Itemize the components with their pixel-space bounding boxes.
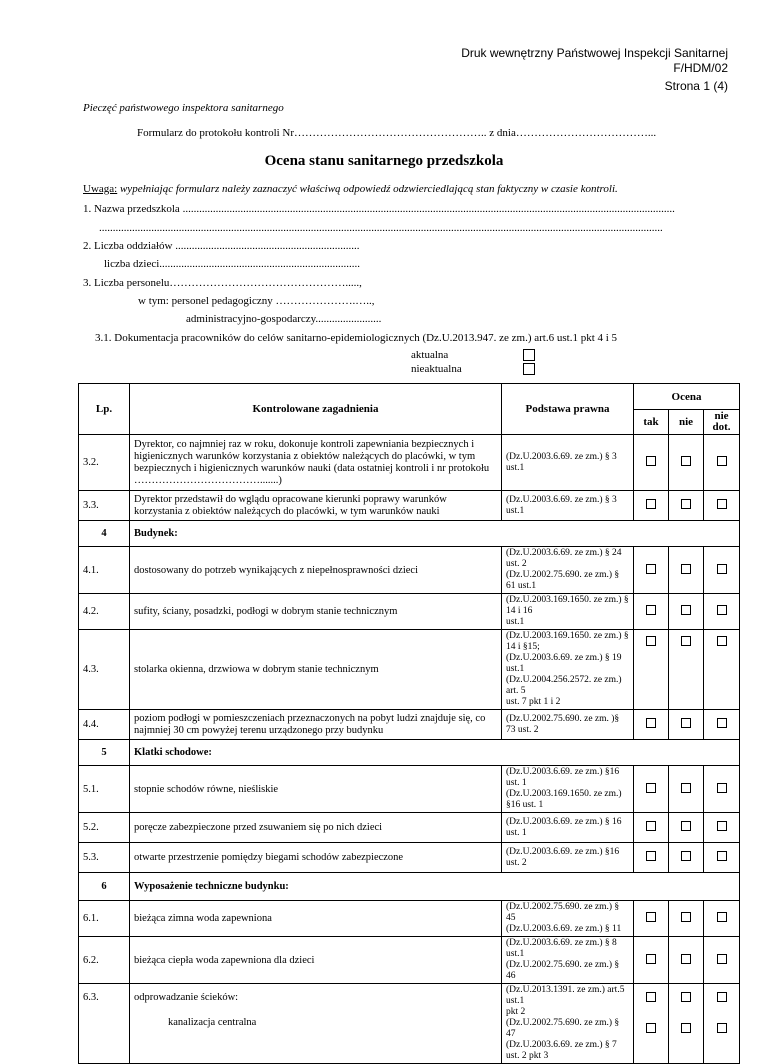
checkbox-nd[interactable] <box>717 783 727 793</box>
row-basis: (Dz.U.2003.6.69. ze zm.) §16 ust. 1 (Dz.U.2003.169.1650. ze zm.) §16 ust. 1 <box>502 766 634 813</box>
note-text: wypełniając formularz należy zaznaczyć właściwą odpowiedź odzwierciedlającą stan faktyczny w czasie kontroli. <box>117 183 618 195</box>
table-row <box>79 901 740 937</box>
section-lp: 6 <box>79 873 130 901</box>
checkbox-nd[interactable] <box>717 851 727 861</box>
checkbox-tak[interactable] <box>646 605 656 615</box>
row-lp: 6.2. <box>79 937 130 984</box>
row-basis: (Dz.U.2003.6.69. ze zm.) § 3 ust.1 <box>502 491 634 521</box>
checkbox-nd[interactable] <box>717 499 727 509</box>
row-lp: 3.2. <box>79 435 130 491</box>
row-lp: 6.3. <box>79 984 130 1064</box>
row-lp: 5.3. <box>79 843 130 873</box>
section-row <box>79 740 740 766</box>
section-row <box>79 521 740 547</box>
row-basis: (Dz.U.2003.6.69. ze zm.) § 3 ust.1 <box>502 435 634 491</box>
field-admin-staff[interactable]: administracyjno-gospodarczy........................ <box>186 313 382 325</box>
row-basis: (Dz.U.2002.75.690. ze zm. )§ 73 ust. 2 <box>502 710 634 740</box>
option-current-label: aktualna <box>411 349 449 361</box>
checkbox-tak[interactable] <box>646 636 656 646</box>
page-number: Strona 1 (4) <box>664 79 728 93</box>
col-nd-line2: dot. <box>712 421 731 433</box>
table-row <box>79 766 740 813</box>
row-topic: Dyrektor, co najmniej raz w roku, dokonuje kontroli zapewniania bezpiecznych i higienicznych warunków korzystania z obiektów należących do placówki, w tym bezpiecznych i higienicznych warunków nauki (data ostatniej kontroli i nr protokołu ……………………………….......) <box>130 435 502 491</box>
checkbox-nd[interactable] <box>717 605 727 615</box>
row-topic: poziom podłogi w pomieszczeniach przeznaczonych na pobyt ludzi znajduje się, co najmniej 30 cm powyżej terenu urządzonego przy budynku <box>130 710 502 740</box>
checkbox-tak[interactable] <box>646 783 656 793</box>
checkbox-tak[interactable] <box>646 564 656 574</box>
section-title: Klatki schodowe: <box>130 740 740 766</box>
col-nie: nie <box>669 410 704 435</box>
option-outdated-checkbox[interactable] <box>523 363 535 375</box>
checkbox-tak[interactable] <box>646 456 656 466</box>
checkbox-tak[interactable] <box>646 912 656 922</box>
note <box>83 183 753 195</box>
option-current-checkbox[interactable] <box>523 349 535 361</box>
page-title: Ocena stanu sanitarnego przedszkola <box>264 153 504 169</box>
section-lp: 4 <box>79 521 130 547</box>
field-children-count[interactable]: liczba dzieci......................................................................... <box>104 258 361 270</box>
checkbox-nd[interactable] <box>717 456 727 466</box>
row-topic-main: odprowadzanie ścieków: <box>134 992 239 1003</box>
row-topic: stopnie schodów równe, nieśliskie <box>130 766 502 813</box>
field-staff-docs: 3.1. Dokumentacja pracowników do celów sanitarno-epidemiologicznych (Dz.U.2013.947. ze zm.) art.6 ust.1 pkt 4 i 5 <box>95 332 618 344</box>
field-units-count[interactable]: 2. Liczba oddziałów ................................................................... <box>83 240 360 252</box>
section-lp: 5 <box>79 740 130 766</box>
row-lp: 4.1. <box>79 547 130 594</box>
header-form-code: F/HDM/02 <box>673 61 728 75</box>
row-topic: sufity, ściany, posadzki, podłogi w dobrym stanie technicznym <box>130 594 502 630</box>
row-lp: 4.3. <box>79 630 130 710</box>
table-row <box>79 435 740 491</box>
field-teaching-staff[interactable]: w tym: personel pedagogiczny ………………….….., <box>138 295 375 307</box>
section-title: Budynek: <box>130 521 740 547</box>
row-lp: 6.1. <box>79 901 130 937</box>
col-not-applicable <box>704 410 740 435</box>
section-title: Wyposażenie techniczne budynku: <box>130 873 740 901</box>
table-row <box>79 630 740 710</box>
row-basis: (Dz.U.2002.75.690. ze zm.) § 45 (Dz.U.2003.6.69. ze zm.) § 11 <box>502 901 634 937</box>
table-row <box>79 813 740 843</box>
checkbox-nie[interactable] <box>681 718 691 728</box>
row-basis: (Dz.U.2003.6.69. ze zm.) § 16 ust. 1 <box>502 813 634 843</box>
row-topic: stolarka okienna, drzwiowa w dobrym stanie technicznym <box>130 630 502 710</box>
checkbox-tak[interactable] <box>646 821 656 831</box>
table-row <box>79 710 740 740</box>
note-label: Uwaga: <box>83 183 118 195</box>
checkbox-nd-sub[interactable] <box>717 1023 727 1033</box>
checkbox-nd[interactable] <box>717 912 727 922</box>
row-topic <box>130 984 502 1064</box>
checkbox-tak[interactable] <box>646 851 656 861</box>
checkbox-tak[interactable] <box>646 499 656 509</box>
col-rating: Ocena <box>634 384 740 410</box>
checkbox-nie[interactable] <box>681 912 691 922</box>
row-basis: (Dz.U.2003.169.1650. ze zm.) § 14 i §15; (Dz.U.2003.6.69. ze zm.) § 19 ust.1 (Dz.U.2004.256.2572. ze zm.) art. 5 ust. 7 pkt 1 i 2 <box>502 630 634 710</box>
protocol-line: Formularz do protokołu kontroli Nr…………………………………………….. z dnia………………………………... <box>137 127 657 139</box>
row-lp: 5.2. <box>79 813 130 843</box>
col-tak: tak <box>634 410 669 435</box>
checkbox-tak-sub[interactable] <box>646 1023 656 1033</box>
checkbox-nie[interactable] <box>681 456 691 466</box>
option-outdated-label: nieaktualna <box>411 363 462 375</box>
document-header <box>461 46 728 76</box>
inspection-table <box>78 383 740 1064</box>
table-row <box>79 594 740 630</box>
checkbox-nie[interactable] <box>681 499 691 509</box>
col-basis: Podstawa prawna <box>502 384 634 435</box>
stamp-label: Pieczęć państwowego inspektora sanitarnego <box>83 102 284 114</box>
row-basis: (Dz.U.2003.6.69. ze zm.) § 24 ust. 2 (Dz.U.2002.75.690. ze zm.) § 61 ust.1 <box>502 547 634 594</box>
row-basis: (Dz.U.2003.6.69. ze zm.) § 8 ust.1 (Dz.U.2002.75.690. ze zm.) § 46 <box>502 937 634 984</box>
row-topic: bieżąca zimna woda zapewniona <box>130 901 502 937</box>
checkbox-nd[interactable] <box>717 564 727 574</box>
checkbox-nd[interactable] <box>717 636 727 646</box>
checkbox-nie[interactable] <box>681 783 691 793</box>
checkbox-nd[interactable] <box>717 821 727 831</box>
table-row <box>79 547 740 594</box>
table-row <box>79 984 740 1064</box>
field-kindergarten-name[interactable]: 1. Nazwa przedszkola ................................................................................................................................................................................... <box>83 203 675 215</box>
section-row <box>79 873 740 901</box>
checkbox-nd[interactable] <box>717 954 727 964</box>
checkbox-nie[interactable] <box>681 954 691 964</box>
row-topic: Dyrektor przedstawił do wglądu opracowane kierunki poprawy warunków korzystania z obiektów należących do placówki, w tym warunków nauki <box>130 491 502 521</box>
header-line1: Druk wewnętrzny Państwowej Inspekcji Sanitarnej <box>461 46 728 60</box>
row-topic: poręcze zabezpieczone przed zsuwaniem się po nich dzieci <box>130 813 502 843</box>
row-topic: bieżąca ciepła woda zapewniona dla dzieci <box>130 937 502 984</box>
col-nd-line1: nie <box>714 410 729 422</box>
row-basis: (Dz.U.2013.1391. ze zm.) art.5 ust.1 pkt 2 (Dz.U.2002.75.690. ze zm.) § 47 (Dz.U.2003.6.69. ze zm.) § 7 ust. 2 pkt 3 <box>502 984 634 1064</box>
checkbox-nie[interactable] <box>681 636 691 646</box>
checkbox-nie[interactable] <box>681 605 691 615</box>
checkbox-nd[interactable] <box>717 718 727 728</box>
col-topic: Kontrolowane zagadnienia <box>130 384 502 435</box>
row-topic: otwarte przestrzenie pomiędzy biegami schodów zabezpieczone <box>130 843 502 873</box>
docs-options <box>411 348 462 376</box>
row-lp: 4.4. <box>79 710 130 740</box>
row-lp: 3.3. <box>79 491 130 521</box>
checkbox-nie[interactable] <box>681 564 691 574</box>
table-row <box>79 843 740 873</box>
row-topic: dostosowany do potrzeb wynikających z niepełnosprawności dzieci <box>130 547 502 594</box>
row-basis: (Dz.U.2003.6.69. ze zm.) §16 ust. 2 <box>502 843 634 873</box>
checkbox-tak[interactable] <box>646 718 656 728</box>
table-row <box>79 937 740 984</box>
row-lp: 5.1. <box>79 766 130 813</box>
checkbox-nie-sub[interactable] <box>681 1023 691 1033</box>
col-lp: Lp. <box>79 384 130 435</box>
field-kindergarten-name-cont[interactable]: ............................................................................................................................................................................................................. <box>99 222 663 234</box>
table-row <box>79 491 740 521</box>
checkbox-tak[interactable] <box>646 954 656 964</box>
field-staff-count[interactable]: 3. Liczba personelu…………………………………………....., <box>83 277 362 289</box>
row-lp: 4.2. <box>79 594 130 630</box>
checkbox-nie[interactable] <box>681 851 691 861</box>
row-basis: (Dz.U.2003.169.1650. ze zm.) § 14 i 16 ust.1 <box>502 594 634 630</box>
table-header-row <box>79 384 740 410</box>
checkbox-nie[interactable] <box>681 821 691 831</box>
row-topic-sub: kanalizacja centralna <box>168 1017 257 1028</box>
